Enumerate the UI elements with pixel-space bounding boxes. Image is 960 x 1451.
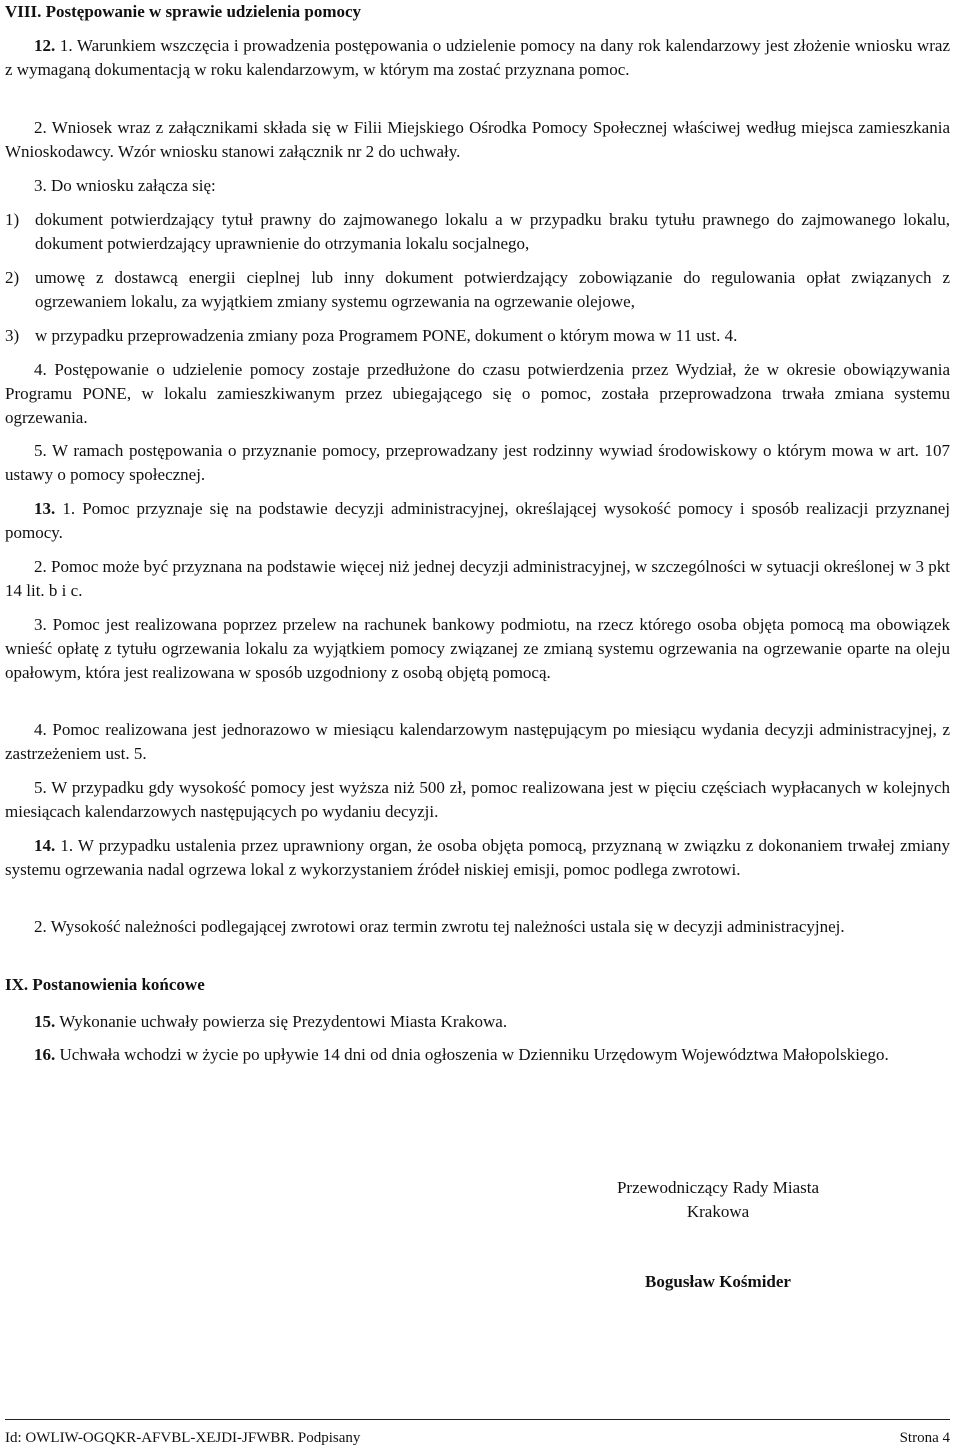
- paragraph-13-3: 3. Pomoc jest realizowana poprzez przelew na rachunek bankowy podmiotu, na rzecz którego osoba objęta pomocą ma obowiązek wnieść opłatę z tytułu ogrzewania lokalu za wyjątkiem pomocy związanej ze zmianą systemu ogrzewania na ogrzewanie oparte na oleju opałowym, która jest realizowana w sposób uzgodniony z osobą objętą pomocą.: [5, 615, 950, 682]
- paragraph-12-2: 2. Wniosek wraz z załącznikami składa się w Filii Miejskiego Ośrodka Pomocy Społecznej właściwej według miejsca zamieszkania Wnioskodawcy. Wzór wniosku stanowi załącznik nr 2 do uchwały.: [5, 118, 950, 161]
- signature-title-line1: Przewodniczący Rady Miasta: [616, 1178, 820, 1197]
- page-number: Strona 4: [899, 1430, 950, 1446]
- list-item-text: dokument potwierdzający tytuł prawny do zajmowanego lokalu a w przypadku braku tytułu prawnego do zajmowanego lokalu, dokument potwierdzający uprawnienie do otrzymania lokalu socjalnego,: [35, 210, 950, 253]
- signature-title-line2: Krakowa: [686, 1202, 750, 1221]
- signature-name: Bogusław Kośmider: [645, 1272, 791, 1291]
- paragraph-12-5: 5. W ramach postępowania o przyznanie pomocy, przeprowadzany jest rodzinny wywiad środowiskowy o którym mowa w art. 107 ustawy o pomocy społecznej.: [5, 441, 950, 484]
- paragraph-12-1: [5, 34, 950, 82]
- paragraph-text: Uchwała wchodzi w życie po upływie 14 dni od dnia ogłoszenia w Dzienniku Urzędowym Województwa Małopolskiego.: [55, 1045, 889, 1064]
- paragraph-12-4: 4. Postępowanie o udzielenie pomocy zostaje przedłużone do czasu potwierdzenia przez Wydział, że w okresie obowiązywania Programu PONE, w lokalu zamieszkiwanym przez ubiegającego się o pomoc, została przeprowadzona trwała zmiana systemu ogrzewania.: [5, 360, 950, 427]
- section-heading-viii: VIII. Postępowanie w sprawie udzielenia pomocy: [5, 2, 362, 21]
- signature-block: [568, 1176, 868, 1294]
- paragraph-16: [5, 1043, 950, 1067]
- list-item-2: [5, 266, 950, 314]
- section-number-13: 13.: [34, 499, 56, 518]
- section-number-15: 15.: [34, 1012, 56, 1031]
- list-item-3: [5, 324, 950, 348]
- point-number: 1.: [60, 836, 74, 855]
- list-item-number: 3): [5, 326, 20, 345]
- section-number-16: 16.: [34, 1045, 56, 1064]
- paragraph-15: [5, 1010, 950, 1034]
- paragraph-text: Pomoc przyznaje się na podstawie decyzji administracyjnej, określającej wysokość pomocy i sposób realizacji przyznanej pomocy.: [5, 499, 951, 542]
- list-item-text: w przypadku przeprowadzenia zmiany poza Programem PONE, dokument o którym mowa w 11 ust. 4.: [35, 326, 738, 345]
- paragraph-14-2: 2. Wysokość należności podlegającej zwrotowi oraz termin zwrotu tej należności ustala się w decyzji administracyjnej.: [34, 917, 845, 936]
- paragraph-13-1: [5, 497, 950, 545]
- paragraph-13-5: 5. W przypadku gdy wysokość pomocy jest wyższa niż 500 zł, pomoc realizowana jest w pięciu częściach wypłacanych w kolejnych miesiącach kalendarzowych następujących po wydaniu decyzji.: [5, 778, 950, 821]
- point-number: 1.: [62, 499, 76, 518]
- paragraph-14-1: [5, 834, 950, 882]
- section-number-14: 14.: [34, 836, 56, 855]
- paragraph-text: Wykonanie uchwały powierza się Prezydentowi Miasta Krakowa.: [55, 1012, 508, 1031]
- list-item-text: umowę z dostawcą energii cieplnej lub inny dokument potwierdzający zobowiązanie do regulowania opłat związanych z ogrzewaniem lokalu, za wyjątkiem zmiany systemu ogrzewania na ogrzewanie olejowe,: [35, 268, 950, 311]
- list-item-1: [5, 208, 950, 256]
- paragraph-12-3: 3. Do wniosku załącza się:: [34, 176, 216, 195]
- document-id: Id: OWLIW-OGQKR-AFVBL-XEJDI-JFWBR. Podpisany: [5, 1430, 361, 1446]
- list-item-number: 2): [5, 268, 20, 287]
- paragraph-text: W przypadku ustalenia przez uprawniony organ, że osoba objęta pomocą, przyznaną w związku z dokonaniem trwałej zmiany systemu ogrzewania nadal ogrzewa lokal z wykorzystaniem źródeł niskiej emisji, pomoc podlega zwrotowi.: [5, 836, 951, 879]
- paragraph-13-4: 4. Pomoc realizowana jest jednorazowo w miesiącu kalendarzowym następującym po miesiącu wydania decyzji administracyjnej, z zastrzeżeniem ust. 5.: [5, 720, 950, 763]
- section-number-12: 12.: [34, 36, 56, 55]
- section-heading-ix: IX. Postanowienia końcowe: [5, 975, 205, 994]
- paragraph-13-2: 2. Pomoc może być przyznana na podstawie więcej niż jednej decyzji administracyjnej, w szczególności w sytuacji określonej w 3 pkt 14 lit. b i c.: [5, 557, 950, 600]
- paragraph-text: Warunkiem wszczęcia i prowadzenia postępowania o udzielenie pomocy na dany rok kalendarzowy jest złożenie wniosku wraz z wymaganą dokumentacją w roku kalendarzowym, w którym ma zostać przyznana pomoc.: [5, 36, 951, 79]
- list-item-number: 1): [5, 210, 20, 229]
- page-footer: [5, 1419, 950, 1448]
- point-number: 1.: [59, 36, 73, 55]
